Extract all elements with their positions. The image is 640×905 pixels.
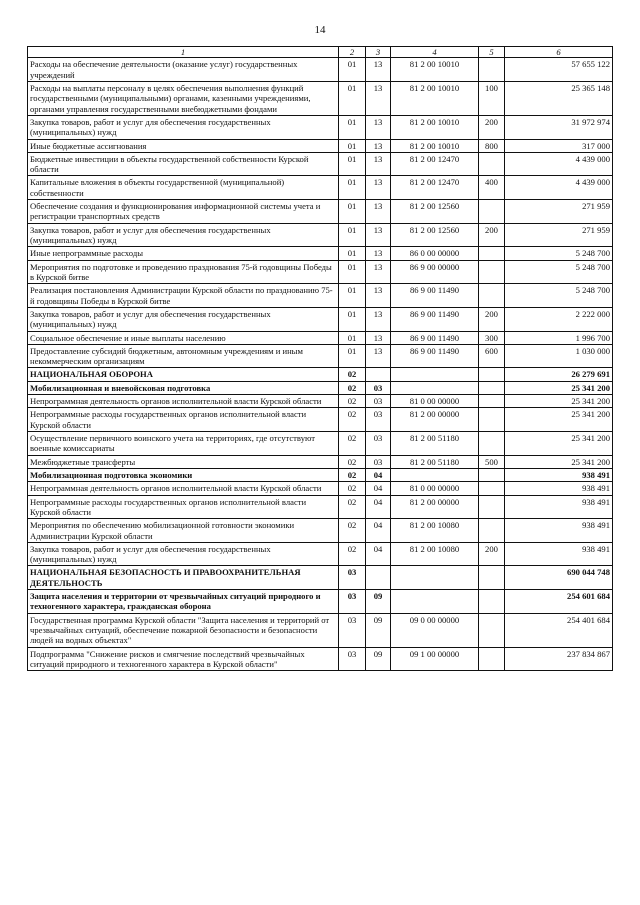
amount: 690 044 748 — [505, 566, 613, 590]
table-row — [28, 468, 613, 481]
table-row — [28, 482, 613, 495]
item-name: Бюджетные инвестиции в объекты государственной собственности Курской области — [28, 152, 339, 176]
item-name: Мобилизационная и вневойсковая подготовка — [28, 381, 339, 394]
target-article-code — [391, 590, 479, 614]
amount: 25 341 200 — [505, 395, 613, 408]
subsection-code: 13 — [366, 331, 391, 344]
subsection-code: 13 — [366, 81, 391, 115]
expense-type-code — [479, 468, 505, 481]
expense-type-code: 400 — [479, 176, 505, 200]
table-row — [28, 223, 613, 247]
expense-type-code — [479, 647, 505, 671]
section-code: 01 — [339, 152, 366, 176]
amount: 938 491 — [505, 495, 613, 519]
item-name: Непрограммная деятельность органов исполнительной власти Курской области — [28, 482, 339, 495]
table-row — [28, 542, 613, 566]
amount: 25 341 200 — [505, 408, 613, 432]
expense-type-code — [479, 408, 505, 432]
item-name: Непрограммная деятельность органов исполнительной власти Курской области — [28, 395, 339, 408]
table-body — [28, 58, 613, 671]
subsection-code: 13 — [366, 58, 391, 82]
section-code: 02 — [339, 368, 366, 381]
subsection-code: 13 — [366, 247, 391, 260]
section-code: 01 — [339, 284, 366, 308]
amount: 254 601 684 — [505, 590, 613, 614]
table-row — [28, 395, 613, 408]
section-code: 03 — [339, 613, 366, 647]
section-code: 02 — [339, 408, 366, 432]
column-header: 5 — [479, 47, 505, 58]
amount: 31 972 974 — [505, 115, 613, 139]
amount: 4 439 000 — [505, 152, 613, 176]
section-code: 02 — [339, 381, 366, 394]
expense-type-code: 800 — [479, 139, 505, 152]
expense-type-code — [479, 482, 505, 495]
target-article-code: 09 1 00 00000 — [391, 647, 479, 671]
table-header-row — [28, 47, 613, 58]
amount: 4 439 000 — [505, 176, 613, 200]
table-row — [28, 368, 613, 381]
subsection-code — [366, 566, 391, 590]
expense-type-code — [479, 284, 505, 308]
subsection-code: 03 — [366, 381, 391, 394]
target-article-code: 81 0 00 00000 — [391, 395, 479, 408]
section-code: 01 — [339, 176, 366, 200]
target-article-code: 81 2 00 51180 — [391, 455, 479, 468]
subsection-code: 13 — [366, 152, 391, 176]
amount: 237 834 867 — [505, 647, 613, 671]
table-row — [28, 260, 613, 284]
section-code: 02 — [339, 395, 366, 408]
expense-type-code — [479, 260, 505, 284]
item-name: Непрограммные расходы государственных органов исполнительной власти Курской области — [28, 495, 339, 519]
item-name: Закупка товаров, работ и услуг для обеспечения государственных (муниципальных) нужд — [28, 307, 339, 331]
table-row — [28, 331, 613, 344]
table-row — [28, 247, 613, 260]
target-article-code: 81 2 00 51180 — [391, 432, 479, 456]
subsection-code: 13 — [366, 284, 391, 308]
subsection-code: 03 — [366, 395, 391, 408]
item-name: Закупка товаров, работ и услуг для обеспечения государственных (муниципальных) нужд — [28, 115, 339, 139]
item-name: Защита населения и территории от чрезвычайных ситуаций природного и техногенного характера, гражданская оборона — [28, 590, 339, 614]
amount: 938 491 — [505, 519, 613, 543]
target-article-code — [391, 566, 479, 590]
target-article-code: 81 2 00 10010 — [391, 139, 479, 152]
target-article-code: 86 9 00 11490 — [391, 284, 479, 308]
page-number: 14 — [314, 24, 326, 36]
section-code: 01 — [339, 139, 366, 152]
subsection-code: 04 — [366, 468, 391, 481]
target-article-code: 81 2 00 00000 — [391, 495, 479, 519]
table-row — [28, 152, 613, 176]
item-name: Иные бюджетные ассигнования — [28, 139, 339, 152]
item-name: Реализация постановления Администрации Курской области по празднованию 75-й годовщины Победы в Курской битве — [28, 284, 339, 308]
item-name: Мобилизационная подготовка экономики — [28, 468, 339, 481]
amount: 938 491 — [505, 542, 613, 566]
table-row — [28, 176, 613, 200]
item-name: Расходы на обеспечение деятельности (оказание услуг) государственных учреждений — [28, 58, 339, 82]
expense-type-code: 100 — [479, 81, 505, 115]
section-code: 01 — [339, 115, 366, 139]
target-article-code: 81 0 00 00000 — [391, 482, 479, 495]
item-name: НАЦИОНАЛЬНАЯ БЕЗОПАСНОСТЬ И ПРАВООХРАНИТЕЛЬНАЯ ДЕЯТЕЛЬНОСТЬ — [28, 566, 339, 590]
section-code: 02 — [339, 482, 366, 495]
item-name: НАЦИОНАЛЬНАЯ ОБОРОНА — [28, 368, 339, 381]
table-row — [28, 344, 613, 368]
subsection-code: 09 — [366, 647, 391, 671]
section-code: 02 — [339, 455, 366, 468]
expense-type-code — [479, 247, 505, 260]
subsection-code: 04 — [366, 482, 391, 495]
column-header: 3 — [366, 47, 391, 58]
expense-type-code — [479, 152, 505, 176]
table-row — [28, 139, 613, 152]
amount: 1 996 700 — [505, 331, 613, 344]
target-article-code: 81 2 00 10010 — [391, 115, 479, 139]
subsection-code: 09 — [366, 613, 391, 647]
subsection-code: 03 — [366, 408, 391, 432]
section-code: 02 — [339, 432, 366, 456]
item-name: Предоставление субсидий бюджетным, автономным учреждениям и иным некоммерческим организациям — [28, 344, 339, 368]
item-name: Осуществление первичного воинского учета на территориях, где отсутствуют военные комиссариаты — [28, 432, 339, 456]
target-article-code: 81 2 00 12470 — [391, 152, 479, 176]
table-row — [28, 200, 613, 224]
amount: 25 341 200 — [505, 432, 613, 456]
column-header: 2 — [339, 47, 366, 58]
amount: 25 341 200 — [505, 455, 613, 468]
expense-type-code — [479, 58, 505, 82]
subsection-code: 04 — [366, 519, 391, 543]
item-name: Капитальные вложения в объекты государственной (муниципальной) собственности — [28, 176, 339, 200]
item-name: Мероприятия по обеспечению мобилизационной готовности экономики Администрации Курской области — [28, 519, 339, 543]
expense-type-code: 600 — [479, 344, 505, 368]
amount: 938 491 — [505, 468, 613, 481]
amount: 25 341 200 — [505, 381, 613, 394]
target-article-code: 81 2 00 10010 — [391, 81, 479, 115]
item-name: Иные непрограммные расходы — [28, 247, 339, 260]
expense-type-code — [479, 368, 505, 381]
section-code: 01 — [339, 223, 366, 247]
expense-type-code — [479, 200, 505, 224]
section-code: 01 — [339, 81, 366, 115]
table-row — [28, 307, 613, 331]
expense-type-code — [479, 432, 505, 456]
section-code: 01 — [339, 58, 366, 82]
amount: 25 365 148 — [505, 81, 613, 115]
target-article-code: 86 9 00 11490 — [391, 331, 479, 344]
table-row — [28, 81, 613, 115]
amount: 57 655 122 — [505, 58, 613, 82]
amount: 254 401 684 — [505, 613, 613, 647]
target-article-code — [391, 381, 479, 394]
section-code: 01 — [339, 331, 366, 344]
amount: 938 491 — [505, 482, 613, 495]
amount: 5 248 700 — [505, 284, 613, 308]
column-header: 4 — [391, 47, 479, 58]
subsection-code: 13 — [366, 344, 391, 368]
expense-type-code — [479, 495, 505, 519]
target-article-code: 86 9 00 11490 — [391, 344, 479, 368]
table-row — [28, 519, 613, 543]
budget-table — [27, 46, 613, 671]
subsection-code: 13 — [366, 200, 391, 224]
target-article-code: 81 2 00 10010 — [391, 58, 479, 82]
subsection-code: 13 — [366, 115, 391, 139]
subsection-code: 13 — [366, 260, 391, 284]
amount: 317 000 — [505, 139, 613, 152]
expense-type-code: 200 — [479, 307, 505, 331]
item-name: Мероприятия по подготовке и проведению празднования 75-й годовщины Победы в Курской битве — [28, 260, 339, 284]
table-row — [28, 566, 613, 590]
amount: 5 248 700 — [505, 260, 613, 284]
item-name: Закупка товаров, работ и услуг для обеспечения государственных (муниципальных) нужд — [28, 542, 339, 566]
item-name: Расходы на выплаты персоналу в целях обеспечения выполнения функций государственными (муниципальными) органами, казенными учреждениями, органами управления государственными внебюджетными фондами — [28, 81, 339, 115]
subsection-code — [366, 368, 391, 381]
expense-type-code: 200 — [479, 542, 505, 566]
item-name: Подпрограмма "Снижение рисков и смягчение последствий чрезвычайных ситуаций природного и техногенного характера в Курской области" — [28, 647, 339, 671]
subsection-code: 13 — [366, 223, 391, 247]
section-code: 01 — [339, 247, 366, 260]
item-name: Социальное обеспечение и иные выплаты населению — [28, 331, 339, 344]
table-row — [28, 432, 613, 456]
table-row — [28, 408, 613, 432]
section-code: 02 — [339, 519, 366, 543]
target-article-code: 81 2 00 12560 — [391, 223, 479, 247]
item-name: Межбюджетные трансферты — [28, 455, 339, 468]
subsection-code: 13 — [366, 307, 391, 331]
target-article-code — [391, 368, 479, 381]
table-row — [28, 613, 613, 647]
target-article-code: 81 2 00 00000 — [391, 408, 479, 432]
section-code: 02 — [339, 542, 366, 566]
section-code: 02 — [339, 468, 366, 481]
expense-type-code — [479, 395, 505, 408]
target-article-code: 86 0 00 00000 — [391, 247, 479, 260]
table-row — [28, 590, 613, 614]
amount: 271 959 — [505, 200, 613, 224]
target-article-code: 81 2 00 10080 — [391, 519, 479, 543]
table-row — [28, 495, 613, 519]
target-article-code: 81 2 00 10080 — [391, 542, 479, 566]
section-code: 01 — [339, 307, 366, 331]
item-name: Обеспечение создания и функционирования информационной системы учета и регистрации транспортных средств — [28, 200, 339, 224]
expense-type-code — [479, 519, 505, 543]
expense-type-code: 300 — [479, 331, 505, 344]
subsection-code: 09 — [366, 590, 391, 614]
target-article-code — [391, 468, 479, 481]
section-code: 01 — [339, 260, 366, 284]
target-article-code: 81 2 00 12470 — [391, 176, 479, 200]
expense-type-code: 500 — [479, 455, 505, 468]
amount: 271 959 — [505, 223, 613, 247]
expense-type-code — [479, 381, 505, 394]
target-article-code: 09 0 00 00000 — [391, 613, 479, 647]
expense-type-code — [479, 590, 505, 614]
subsection-code: 04 — [366, 542, 391, 566]
item-name: Непрограммные расходы государственных органов исполнительной власти Курской области — [28, 408, 339, 432]
section-code: 01 — [339, 344, 366, 368]
item-name: Государственная программа Курской области "Защита населения и территорий от чрезвычайных ситуаций, обеспечение пожарной безопасности и безопасности людей на водных объектах" — [28, 613, 339, 647]
item-name: Закупка товаров, работ и услуг для обеспечения государственных (муниципальных) нужд — [28, 223, 339, 247]
subsection-code: 13 — [366, 176, 391, 200]
subsection-code: 04 — [366, 495, 391, 519]
target-article-code: 86 9 00 00000 — [391, 260, 479, 284]
subsection-code: 03 — [366, 432, 391, 456]
section-code: 03 — [339, 566, 366, 590]
expense-type-code: 200 — [479, 223, 505, 247]
table-row — [28, 381, 613, 394]
column-header: 1 — [28, 47, 339, 58]
expense-type-code — [479, 613, 505, 647]
subsection-code: 03 — [366, 455, 391, 468]
section-code: 03 — [339, 590, 366, 614]
section-code: 01 — [339, 200, 366, 224]
section-code: 03 — [339, 647, 366, 671]
expense-type-code: 200 — [479, 115, 505, 139]
amount: 2 222 000 — [505, 307, 613, 331]
expense-type-code — [479, 566, 505, 590]
table-row — [28, 115, 613, 139]
amount: 26 279 691 — [505, 368, 613, 381]
table-row — [28, 58, 613, 82]
section-code: 02 — [339, 495, 366, 519]
target-article-code: 86 9 00 11490 — [391, 307, 479, 331]
subsection-code: 13 — [366, 139, 391, 152]
amount: 1 030 000 — [505, 344, 613, 368]
table-row — [28, 284, 613, 308]
amount: 5 248 700 — [505, 247, 613, 260]
table-row — [28, 647, 613, 671]
target-article-code: 81 2 00 12560 — [391, 200, 479, 224]
column-header: 6 — [505, 47, 613, 58]
table-row — [28, 455, 613, 468]
